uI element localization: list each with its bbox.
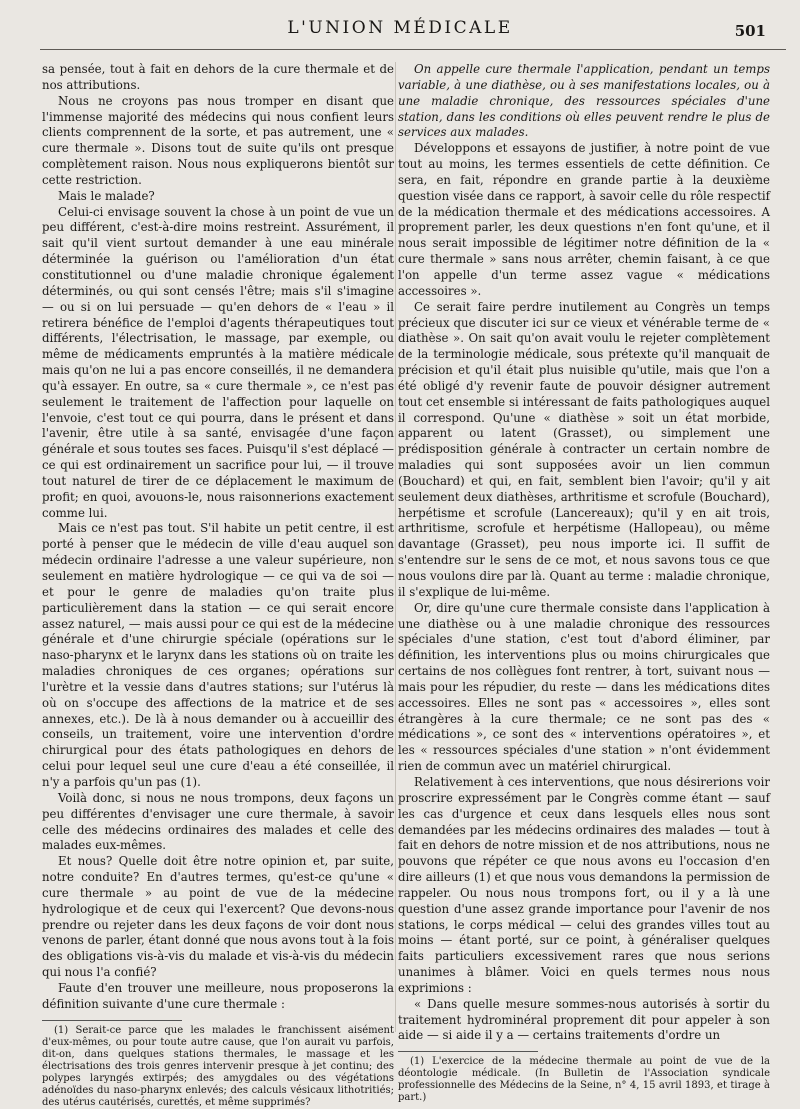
journal-title: L'UNION MÉDICALE (287, 18, 513, 38)
footnote: (1) Serait-ce parce que les malades le franchissent aisément d'eux-mêmes, ou pour toute autre cause, que l'on aurait vu parfois, dit-on, dans quelques stations thermales, le massage et les électrisations des trois genres intervenir presque à jet continu; des polypes laryngés extirpés; des amygdales ou des végétations adénoïdes du naso-pharynx enlevés; des calculs vésicaux lithotritiés; des utérus cautérisés, curettés, et même supprimés? (42, 1024, 394, 1108)
paragraph: Faute d'en trouver une meilleure, nous proposerons la définition suivante d'une cure thermale : (42, 980, 394, 1011)
paragraph: Relativement à ces interventions, que nous désirerions voir proscrire expressément par le Congrès comme étant — sauf les cas d'urgence et ceux dans lesquels elles nous sont demandées par les médecins ordinaires des malades — tout à fait en dehors de notre mission et de nos attributions, nous ne pouvons que répéter ce que nous avons eu l'occasion d'en dire ailleurs (1) et que nous vous demandons la permission de rappeler. Ou nous nous trompons fort, ou il y a là une question d'une assez grande importance pour l'avenir de nos stations, le corps médical — celui des grandes villes tout au moins — étant porté, sur ce point, à généraliser quelques faits particuliers excessivement rares que nous serions unanimes à blâmer. Voici en quels termes nous nous exprimions : (398, 774, 770, 995)
right-column (398, 62, 770, 1104)
column-divider (395, 62, 396, 1032)
definition-paragraph: On appelle cure thermale l'application, pendant un temps variable, à une diathèse, ou à ses manifestations locales, ou à une maladie chronique, des ressources spéciales d'une station, dans les conditions où elles peuvent rendre le plus de services aux malades. (398, 62, 770, 140)
header-rule (40, 49, 786, 50)
paragraph: Mais ce n'est pas tout. S'il habite un petit centre, il est porté à penser que le médecin de ville d'eau auquel son médecin ordinaire l'adresse a une valeur supérieure, non seulement en matière hydrologique — ce qui va de soi — et pour le genre de maladies qu'on traite plus particulièrement dans la station — ce qui serait encore assez naturel, — mais aussi pour ce qui est de la médecine générale et d'une chirurgie spéciale (opérations sur le naso-pharynx et le larynx dans les stations où on traite les maladies chroniques de ces organes; opérations sur l'urètre et la vessie dans d'autres stations; sur l'utérus là où on s'occupe des affections de la matrice et de ses annexes, etc.). De là à nous demander ou à accueillir des conseils, un traitement, voire une intervention d'ordre chirurgical pour des états pathologiques en dehors de celui pour lequel seul une cure d'eau a été conseillée, il n'y a parfois qu'un pas (1). (42, 521, 394, 789)
paragraph: Or, dire qu'une cure thermale consiste dans l'application à une diathèse ou à une maladie chronique des ressources spéciales d'une station, c'est tout d'abord éliminer, par définition, les interventions plus ou moins chirurgicales que certains de nos collègues font rentrer, à tort, suivant nous — mais pour les répudier, du reste — dans les médications dites accessoires. Elles ne sont pas « accessoires », elles sont étrangères à la cure thermale; ce ne sont pas des « médications », ce sont des « interventions opératoires », et les « ressources spéciales d'une station » n'ont évidemment rien de commun avec un matériel chirurgical. (398, 600, 770, 774)
paragraph: sa pensée, tout à fait en dehors de la cure thermale et de nos attributions. (42, 62, 394, 92)
page-number: 501 (734, 22, 766, 40)
footnote-rule (398, 1051, 538, 1052)
left-column (42, 62, 394, 1109)
paragraph: « Dans quelle mesure sommes-nous autorisés à sortir du traitement hydrominéral proprement dit pour appeler à son aide — si aide il y a — certains traitements d'ordre un (398, 996, 770, 1043)
paragraph: Nous ne croyons pas nous tromper en disant que l'immense majorité des médecins qui nous confient leurs clients comprennent de la sorte, et pas autrement, une « cure thermale ». Disons tout de suite qu'ils ont presque complètement raison. Nous nous expliquerons bientôt sur cette restriction. (42, 93, 394, 187)
footnote-rule (42, 1020, 182, 1021)
paragraph: Développons et essayons de justifier, à notre point de vue tout au moins, les termes essentiels de cette définition. Ce sera, en fait, répondre en grande partie à la deuxième question visée dans ce rapport, à savoir celle du rôle respectif de la médication thermale et des médications accessoires. A proprement parler, les deux questions n'en font qu'une, et il nous serait impossible de légitimer notre définition de la « cure thermale » sans nous arrêter, chemin faisant, à ce que l'on appelle d'un terme assez vague « médications accessoires ». (398, 141, 770, 298)
footnote: (1) L'exercice de la médecine thermale au point de vue de la déontologie médicale. (In Bulletin de l'Association syndicale professionnelle des Médecins de la Seine, n° 4, 15 avril 1893, et tirage à part.) (398, 1056, 770, 1104)
paragraph: Celui-ci envisage souvent la chose à un point de vue un peu différent, c'est-à-dire moins restreint. Assurément, il sait qu'il vient surtout demander à une eau minérale déterminée la guérison ou l'amélioration d'un état constitutionnel ou d'une maladie chronique également déterminés, ou qui sont censés l'être; mais s'il s'imagine — ou si on lui persuade — qu'en dehors de « l'eau » il retirera bénéfice de l'emploi d'agents thérapeutiques tout différents, l'électrisation, le massage, par exemple, ou même de médicaments empruntés à la matière médicale mais qu'on ne lui a pas encore conseillés, il ne demandera qu'à essayer. En outre, sa « cure thermale », ce n'est pas seulement le traitement de l'affection pour laquelle on l'envoie, c'est tout ce qui pourra, dans le présent et dans l'avenir, être utile à sa santé, envisagée d'une façon générale et sous toutes ses faces. Puisqu'il s'est déplacé — ce qui est ordinairement un sacrifice pour lui, — il trouve tout naturel de tirer de ce déplacement le maximum de profit; en quoi, avouons-le, nous raisonnerions exactement comme lui. (42, 204, 394, 520)
paragraph: Ce serait faire perdre inutilement au Congrès un temps précieux que discuter ici sur ce vieux et vénérable terme de « diathèse ». On sait qu'on avait voulu le rejeter complètement de la terminologie médicale, sous prétexte qu'il manquait de précision et qu'il était plus nuisible qu'utile, mais que l'on a été obligé d'y revenir faute de pouvoir désigner autrement tout cet ensemble si intéressant de faits pathologiques auquel il correspond. Qu'une « diathèse » soit un état morbide, apparent ou latent (Grasset), ou simplement une prédisposition générale à contracter un certain nombre de maladies qui sont supposées avoir un lien commun (Bouchard) et qui, en fait, semblent bien l'avoir; qu'il y ait seulement deux diathèses, arthritisme et scrofule (Bouchard), herpétisme et scrofule (Lancereaux); qu'il y en ait trois, arthritisme, scrofule et herpétisme (Hallopeau), ou même davantage (Grasset), peu nous importe ici. Il suffit de s'entendre sur le sens de ce mot, et nous savons tous ce que nous voulons dire par là. Quant au terme : maladie chronique, il s'explique de lui-même. (398, 299, 770, 599)
paragraph: Mais le malade? (58, 188, 155, 203)
paragraph: Voilà donc, si nous ne nous trompons, deux façons un peu différentes d'envisager une cure thermale, à savoir celle des médecins ordinaires des malades et celle des malades eux-mêmes. (42, 790, 394, 853)
paragraph: Et nous? Quelle doit être notre opinion et, par suite, notre conduite? En d'autres termes, qu'est-ce qu'une « cure thermale » au point de vue de la médecine hydrologique et de ceux qui l'exercent? Que devons-nous prendre ou rejeter dans les deux façons de voir dont nous venons de parler, étant donné que nous avons tout à la fois des obligations vis-à-vis du malade et vis-à-vis du médecin qui nous l'a confié? (42, 854, 394, 980)
